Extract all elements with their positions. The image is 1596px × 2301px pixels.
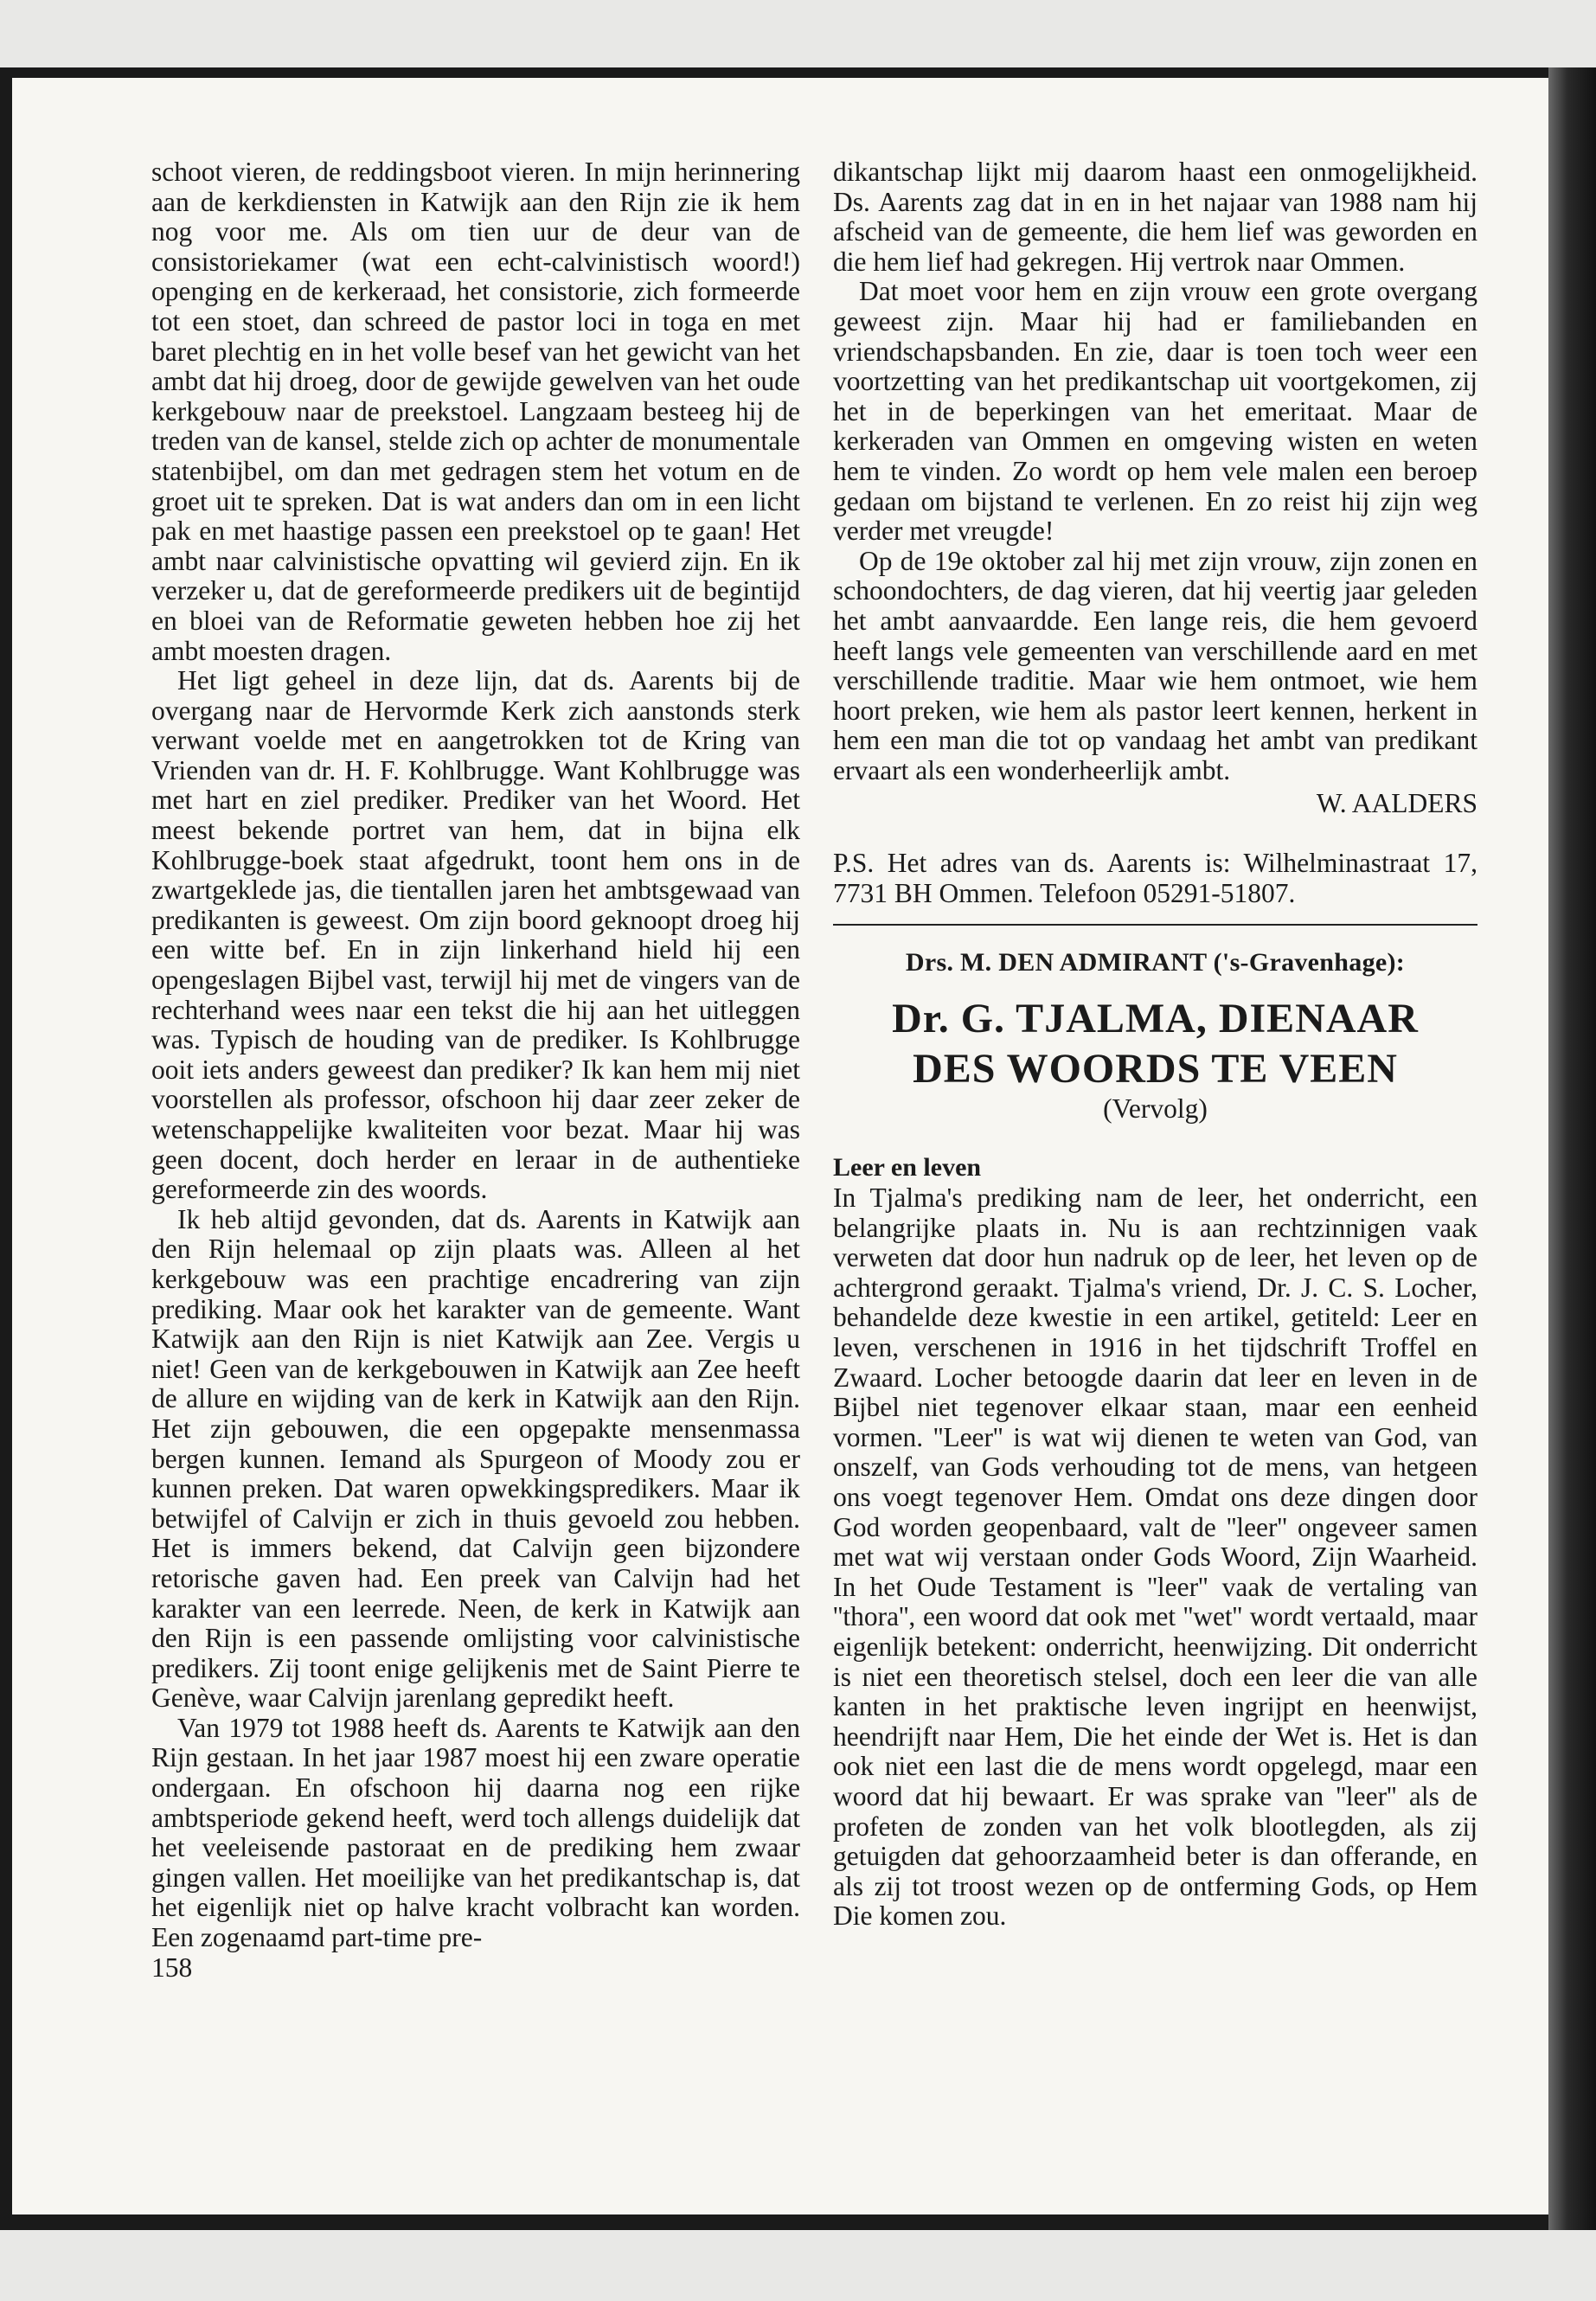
article-headline-line1: Dr. G. TJALMA, DIENAAR [892, 995, 1419, 1042]
paragraph: dikantschap lijkt mij daarom haast een onmogelijkheid. Ds. Aarents zag dat in en in het najaar van 1988 nam hij afscheid van de gemeente, die hem lief was geworden en die hem lief had gekregen. Hij vertrok naar Ommen. [833, 157, 1477, 277]
left-column [151, 157, 800, 1983]
paragraph: schoot vieren, de reddingsboot vieren. In mijn herinnering aan de kerkdiensten in Katwijk aan den Rijn zie ik hem nog voor me. Als om tien uur de deur van de consistoriekamer (wat een echt-calvinistisch woord!) openging en de kerkeraad, het consistorie, zich formeerde tot een stoet, dan schreed de pastor loci in toga en met baret plechtig en in het volle besef van het gewicht van het ambt dat hij droeg, door de gewijde gewelven van het oude kerkgebouw naar de preekstoel. Langzaam besteeg hij de treden van de kansel, stelde zich op achter de monumentale statenbijbel, om dan met gedragen stem het votum en de groet uit te spreken. Dat is wat anders dan om in een licht pak en met haastige passen een preekstoel op te gaan! Het ambt naar calvinistische opvatting wil gevierd zijn. En ik verzeker u, dat de gereformeerde predikers uit de begintijd en bloei van de Reformatie geweten hebben hoe zij het ambt moesten dragen. [151, 157, 800, 666]
paragraph: Van 1979 tot 1988 heeft ds. Aarents te Katwijk aan den Rijn gestaan. In het jaar 1987 moest hij een zware operatie ondergaan. En ofschoon hij daarna nog een rijke ambtsperiode gekend heeft, werd toch allengs duidelijk dat het veeleisende pastoraat en de prediking hem zwaar gingen vallen. Het moeilijke van het predikantschap is, dat het eigenlijk niet op halve kracht volbracht kan worden. Een zogenaamd part-time pre- [151, 1712, 800, 1953]
section-title: Leer en leven [833, 1153, 982, 1183]
book-spine [1548, 67, 1596, 2230]
paragraph: Op de 19e oktober zal hij met zijn vrouw, zijn zonen en schoondochters, de dag vieren, dat hij veertig jaar geleden het ambt aanvaardde. Een lange reis, die hem gevoerd heeft langs vele gemeenten van verschillende aard en met verschillende traditie. Maar wie hem ontmoet, wie hem hoort preken, wie hem als pastor leert kennen, herkent in hem een man die tot op vandaag het ambt van predikant ervaart als een wonderheerlijk ambt. [833, 545, 1477, 785]
article-byline: Drs. M. DEN ADMIRANT ('s-Gravenhage): [905, 948, 1406, 977]
page-number: 158 [151, 1952, 193, 1983]
right-column [833, 157, 1477, 1932]
signature: W. AALDERS [1316, 788, 1477, 819]
divider [833, 924, 1477, 926]
article-headline-line2: DES WOORDS TE VEEN [913, 1045, 1398, 1092]
paragraph: Dat moet voor hem en zijn vrouw een grote overgang geweest zijn. Maar hij had er familiebanden en vriendschapsbanden. En zie, daar is toen toch weer een voortzetting van het predikantschap uit voortgekomen, zij het in de beperkingen van het emeritaat. Maar de kerkeraden van Ommen en omgeving wisten en weten hem te vinden. Zo wordt op hem vele malen een beroep gedaan om bijstand te verlenen. En zo reist hij zijn weg verder met vreugde! [833, 276, 1477, 547]
article-subhead: (Vervolg) [1103, 1093, 1208, 1124]
postscript: P.S. Het adres van ds. Aarents is: Wilhelminastraat 17, 7731 BH Ommen. Telefoon 05291-51807. [833, 848, 1477, 908]
paragraph: In Tjalma's prediking nam de leer, het onderricht, een belangrijke plaats in. Nu is aan rechtzinnigen vaak verweten dat door hun nadruk op de leer, het leven op de achtergrond geraakt. Tjalma's vriend, Dr. J. C. S. Locher, behandelde deze kwestie in een artikel, getiteld: Leer en leven, verschenen in 1916 in het tijdschrift Troffel en Zwaard. Locher betoogde daarin dat leer en leven in de Bijbel niet tegenover elkaar staan, maar een eenheid vormen. ''Leer'' is wat wij dienen te weten van God, van onszelf, van Gods verhouding tot de mens, van hetgeen ons voegt tegenover Hem. Omdat ons deze dingen door God worden geopenbaard, valt de ''leer'' ongeveer samen met wat wij verstaan onder Gods Woord, Zijn Waarheid. In het Oude Testament is ''leer'' vaak de vertaling van ''thora'', een woord dat ook met ''wet'' wordt vertaald, maar eigenlijk betekent: onderricht, heenwijzing. Dit onderricht is niet een theoretisch stelsel, doch een leer die van alle kanten in het praktische leven ingrijpt en heenwijst, heendrijft naar Hem, Die het einde der Wet is. Het is dan ook niet een last die de mens wordt opgelegd, maar een woord dat hij bewaart. Er was sprake van ''leer'' als de profeten de zonden van het volk blootlegden, als zij getuigden dat gehoorzaamheid beter is dan offerande, en als zij tot troost wezen op de ontferming Gods, op Hem Die komen zou. [833, 1183, 1477, 1932]
paragraph: Ik heb altijd gevonden, dat ds. Aarents in Katwijk aan den Rijn helemaal op zijn plaats was. Alleen al het kerkgebouw was een prachtige encadrering van zijn prediking. Maar ook het karakter van de gemeente. Want Katwijk aan den Rijn is niet Katwijk aan Zee. Vergis u niet! Geen van de kerkgebouwen in Katwijk aan Zee heeft de allure en wijding van de kerk in Katwijk aan den Rijn. Het zijn gebouwen, die een opgepakte mensenmassa bergen kunnen. Iemand als Spurgeon of Moody zou er kunnen preken. Dat waren opwekkingspredikers. Maar ik betwijfel of Calvijn er zich in thuis gevoeld zou hebben. Het is immers bekend, dat Calvijn geen bijzondere retorische gaven had. Een preek van Calvijn had het karakter van een leerrede. Neen, de kerk in Katwijk aan den Rijn is een passende omlijsting voor calvinistische predikers. Zij toont enige gelijkenis met de Saint Pierre te Genève, waar Calvijn jarenlang gepredikt heeft. [151, 1203, 800, 1714]
paragraph: Het ligt geheel in deze lijn, dat ds. Aarents bij de overgang naar de Hervormde Kerk zich aanstonds sterk verwant voelde met en aangetrokken tot de Kring van Vrienden van dr. H. F. Kohlbrugge. Want Kohlbrugge was met hart en ziel prediker. Prediker van het Woord. Het meest bekende portret van hem, dat in bijna elk Kohlbrugge-boek staat afgedrukt, toont hem ons in de zwartgeklede jas, die tientallen jaren het ambtsgewaad van predikanten is geweest. Om zijn boord geknoopt droeg hij een witte bef. En in zijn linkerhand hield hij een opengeslagen Bijbel vast, terwijl hij met de vingers van de rechterhand wees naar een tekst die hij aan het uitleggen was. Typisch de houding van de prediker. Is Kohlbrugge ooit iets anders geweest dan prediker? Ik kan hem mij niet voorstellen als professor, ofschoon hij daar zeer zeker de wetenschappelijke kwaliteiten voor bezat. Maar hij was geen docent, doch herder en leraar in de authentieke gereformeerde zin des woords. [151, 665, 800, 1205]
